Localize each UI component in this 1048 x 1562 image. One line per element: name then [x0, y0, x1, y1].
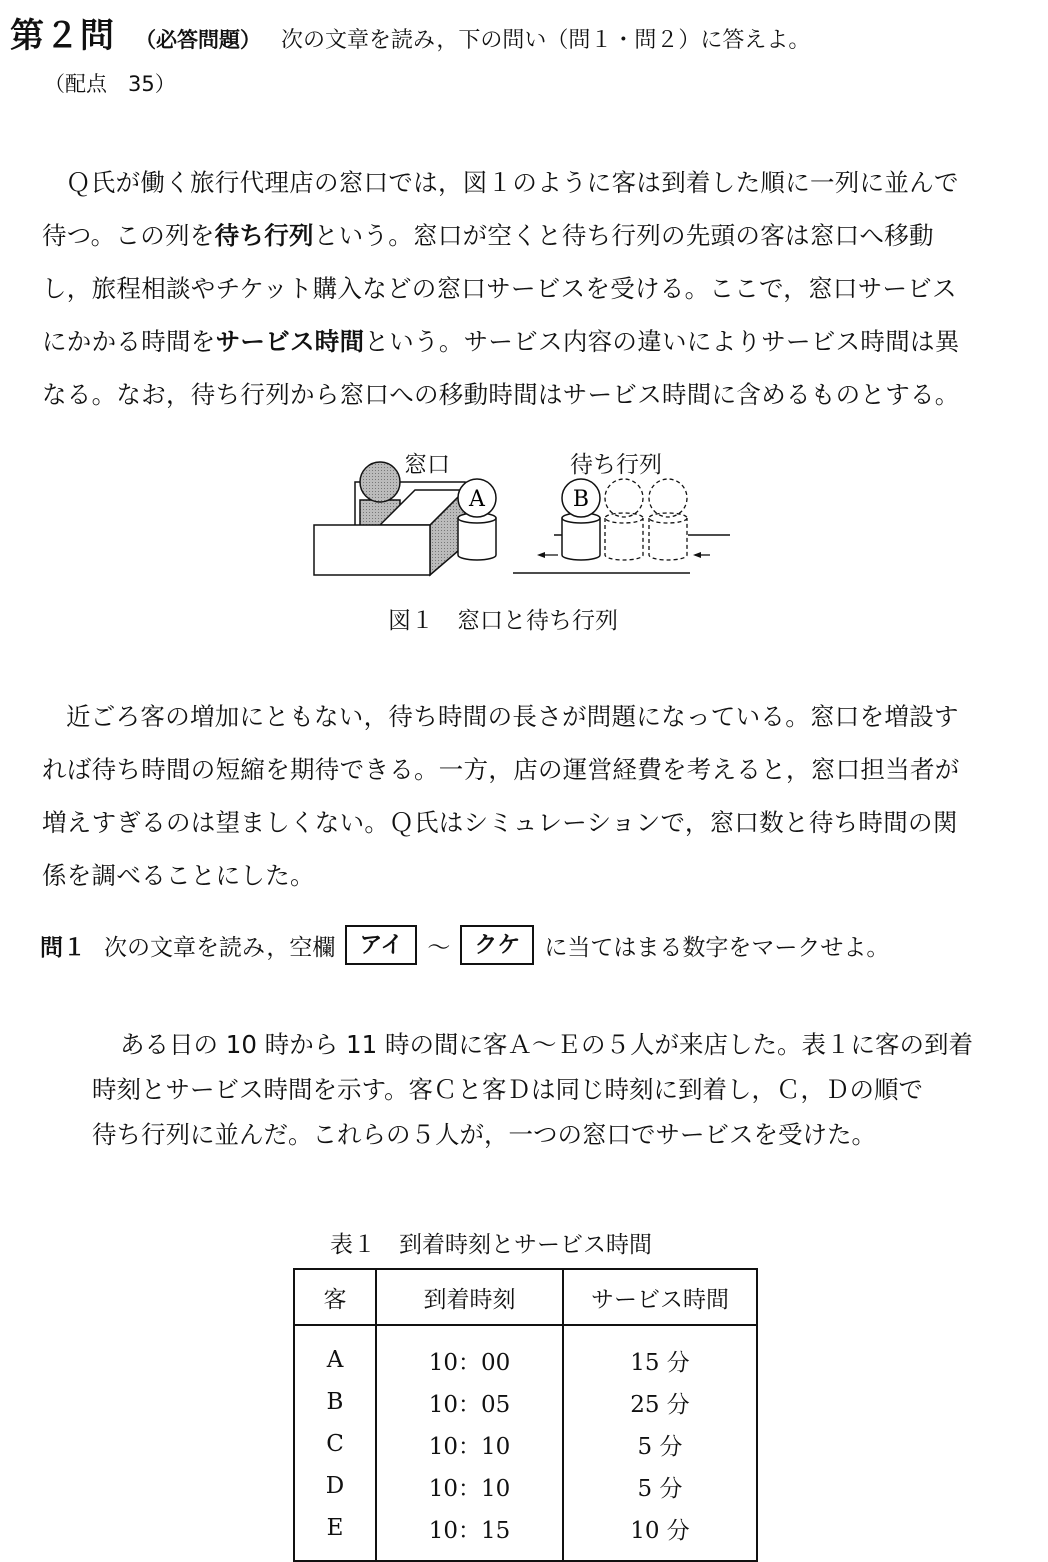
svg-text:A: A [469, 487, 485, 512]
service-cell: 5 分 [563, 1465, 757, 1507]
table-row [294, 1465, 757, 1507]
tilde: ～ [427, 934, 451, 961]
context-line-1: 近ごろ客の増加にともない，待ち時間の長さが問題になっている。窓口を増設す [66, 702, 959, 731]
question-1-body [92, 1022, 1032, 1157]
header-arrival-time: 到着時刻 [376, 1269, 563, 1325]
svg-text:B: B [572, 487, 590, 512]
question-1-label: 問１ [40, 934, 86, 961]
table-caption: 表１ 到着時刻とサービス時間 [330, 1232, 652, 1258]
answer-blank-end: クケ [460, 925, 534, 965]
table-header-row [294, 1269, 757, 1325]
q1-line-2: 時刻とサービス時間を示す。客Ｃと客Ｄは同じ時刻に到着し，Ｃ，Ｄの順で [92, 1075, 924, 1104]
customer-cell: A [294, 1325, 376, 1381]
table-row [294, 1381, 757, 1423]
customer-cell: C [294, 1423, 376, 1465]
context-line-3: 増えすぎるのは望ましくない。Ｑ氏はシミュレーションで，窓口数と待ち時間の関 [42, 808, 958, 837]
question-1-prompt [40, 925, 889, 965]
header-customer: 客 [294, 1269, 376, 1325]
label-counter: 窓口 [404, 452, 450, 478]
intro-line-3: し，旅程相談やチケット購入などの窓口サービスを受ける。ここで，窓口サービス [42, 274, 957, 303]
arrival-cell: 10：05 [376, 1381, 563, 1423]
text: 待つ。この列を [42, 221, 215, 250]
text: という。窓口が空くと待ち行列の先頭の客は窓口へ移動 [313, 221, 934, 250]
arrival-cell: 10：00 [376, 1325, 563, 1381]
term-waiting-queue: 待ち行列 [214, 221, 314, 250]
question-1-text-after: に当てはまる数字をマークせよ。 [544, 934, 890, 961]
arrival-service-table [293, 1268, 758, 1562]
table-row [294, 1507, 757, 1561]
header-service-time: サービス時間 [563, 1269, 757, 1325]
intro-line-5: なる。なお，待ち行列から窓口への移動時間はサービス時間に含めるものとする。 [42, 380, 960, 409]
term-service-time: サービス時間 [215, 327, 365, 356]
customer-cell: B [294, 1381, 376, 1423]
figure-caption: 図１ 窓口と待ち行列 [388, 608, 618, 634]
intro-line-4 [42, 315, 1032, 368]
question-header [10, 8, 810, 57]
context-line-4: 係を調べることにした。 [42, 861, 315, 890]
queue-diagram-icon [300, 440, 750, 600]
context-paragraph [42, 690, 1032, 902]
intro-line-2 [42, 209, 1032, 262]
text: にかかる時間を [42, 327, 216, 356]
required-label: （必答問題） [135, 28, 261, 52]
question-number: 第２問 [10, 16, 115, 56]
q1-line-1: ある日の 10 時から 11 時の間に客Ａ～Ｅの５人が来店した。表１に客の到着 [120, 1030, 973, 1059]
customer-cell: E [294, 1507, 376, 1561]
arrival-cell: 10：10 [376, 1465, 563, 1507]
intro-line-1: Ｑ氏が働く旅行代理店の窓口では，図１のように客は到着した順に一列に並んで [66, 168, 959, 197]
service-cell: 15 分 [563, 1325, 757, 1381]
table-row [294, 1423, 757, 1465]
table-row [294, 1325, 757, 1381]
question-instruction: 次の文章を読み，下の問い（問１・問２）に答えよ。 [281, 28, 811, 53]
service-cell: 5 分 [563, 1423, 757, 1465]
customer-cell: D [294, 1465, 376, 1507]
answer-blank-start: アイ [345, 925, 417, 965]
question-1-text-before: 次の文章を読み，空欄 [104, 934, 336, 961]
arrival-cell: 10：10 [376, 1423, 563, 1465]
arrival-cell: 10：15 [376, 1507, 563, 1561]
text: という。サービス内容の違いによりサービス時間は異 [364, 327, 960, 356]
label-waiting-queue: 待ち行列 [570, 452, 662, 478]
service-cell: 10 分 [563, 1507, 757, 1561]
q1-line-3: 待ち行列に並んだ。これらの５人が，一つの窓口でサービスを受けた。 [92, 1120, 876, 1149]
points-allocation: （配点 35） [44, 72, 176, 96]
context-line-2: れば待ち時間の短縮を期待できる。一方，店の運営経費を考えると，窓口担当者が [42, 755, 960, 784]
service-cell: 25 分 [563, 1381, 757, 1423]
intro-paragraph [42, 156, 1032, 421]
